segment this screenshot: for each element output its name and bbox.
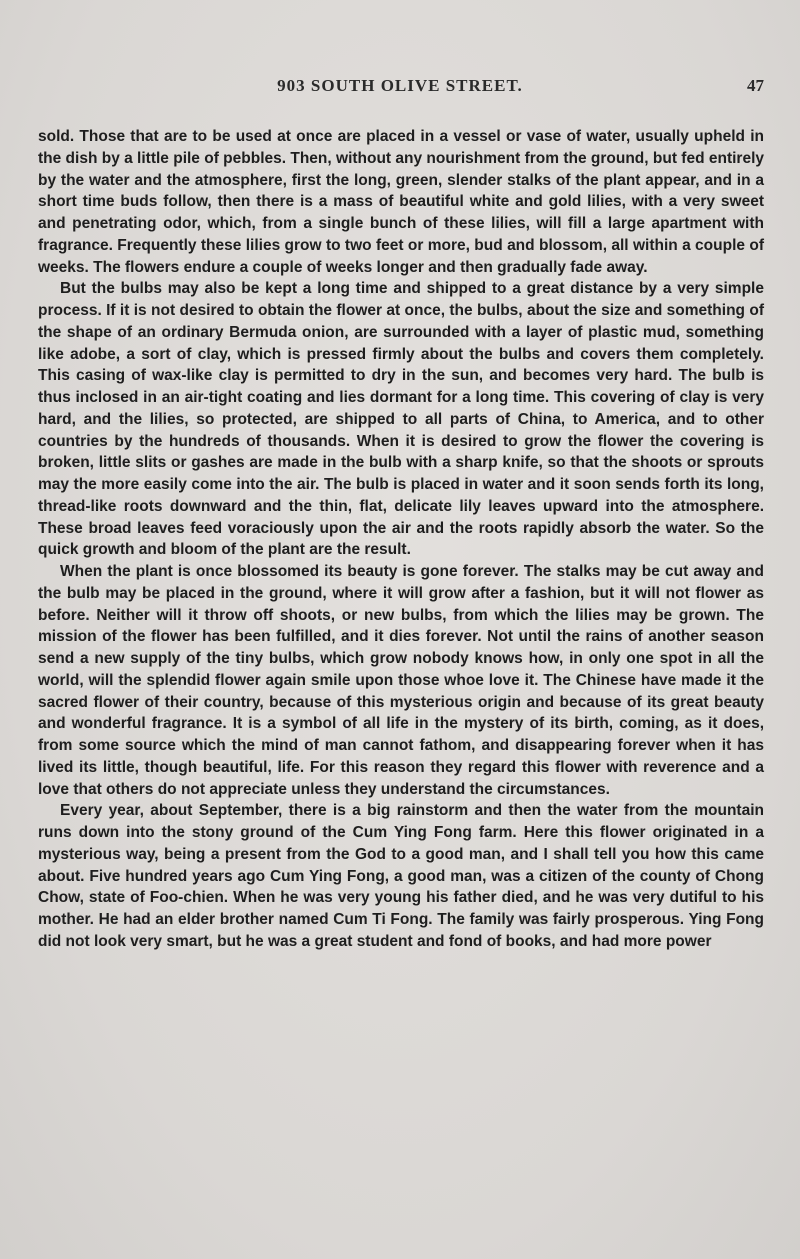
paragraph: When the plant is once blossomed its beauty is gone forever. The stalks may be cut away and the bulb may be placed in the ground, where it will grow after a fashion, but it will not flower as before. Neither will it throw off shoots, or new bulbs, from which the lilies may be grown. The mission of the flower has been fulfilled, and it dies forever. Not until the rains of another season send a new supply of the tiny bulbs, which grow nobody knows how, in only one spot in all the world, will the splendid flower again smile upon those whoe love it. The Chinese have made it the sacred flower of their country, because of this mysterious origin and because of its great beauty and wonderful fragrance. It is a symbol of all life in the mystery of its birth, coming, as it does, from some source which the mind of man cannot fathom, and disappearing forever when it has lived its little, though beautiful, life. For this reason they regard this flower with reverence and a love that others do not appreciate unless they understand the circumstances. [38,563,764,798]
body-text [38,126,764,953]
paragraph: But the bulbs may also be kept a long time and shipped to a great distance by a very simple process. If it is not desired to obtain the flower at once, the bulbs, about the size and something of the shape of an ordinary Bermuda onion, are surrounded with a layer of plastic mud, something like adobe, a sort of clay, which is pressed firmly about the bulbs and covers them completely. This casing of wax-like clay is permitted to dry in the sun, and becomes very hard. The bulb is thus inclosed in an air-tight coating and lies dormant for a long time. This covering of clay is very hard, and the lilies, so protected, are shipped to all parts of China, to America, and to other countries by the hundreds of thousands. When it is desired to grow the flower the covering is broken, little slits or gashes are made in the bulb with a sharp knife, so that the shoots or sprouts may the more easily come into the air. The bulb is placed in water and it soon sends forth its long, thread-like roots downward and the thin, flat, delicate lily leaves upward into the atmosphere. These broad leaves feed voraciously upon the air and the roots rapidly absorb the water. So the quick growth and bloom of the plant are the result. [38,280,764,559]
paragraph: Every year, about September, there is a big rainstorm and then the water from the mountain runs down into the stony ground of the Cum Ying Fong farm. Here this flower originated in a mysterious way, being a present from the God to a good man, and I shall tell you how this came about. Five hundred years ago Cum Ying Fong, a good man, was a citizen of the county of Chong Chow, state of Foo-chien. When he was very young his father died, and he was very dutiful to his mother. He had an elder brother named Cum Ti Fong. The family was fairly prosperous. Ying Fong did not look very smart, but he was a great student and fond of books, and had more power [38,802,764,950]
page-number: 47 [747,76,764,95]
paragraph: sold. Those that are to be used at once are placed in a vessel or vase of water, usually upheld in the dish by a little pile of pebbles. Then, without any nourishment from the ground, but fed entirely by the water and the atmosphere, first the long, green, slender stalks of the plant appear, and in a short time buds follow, then there is a mass of beautiful white and gold lilies, with a very sweet and penetrating odor, which, from a single bunch of these lilies, will fill a large apartment with fragrance. Frequently these lilies grow to two feet or more, bud and blossom, all within a couple of weeks. The flowers endure a couple of weeks longer and then gradually fade away. [38,128,764,276]
page-title: 903 SOUTH OLIVE STREET. [277,76,523,95]
running-header [0,76,800,100]
